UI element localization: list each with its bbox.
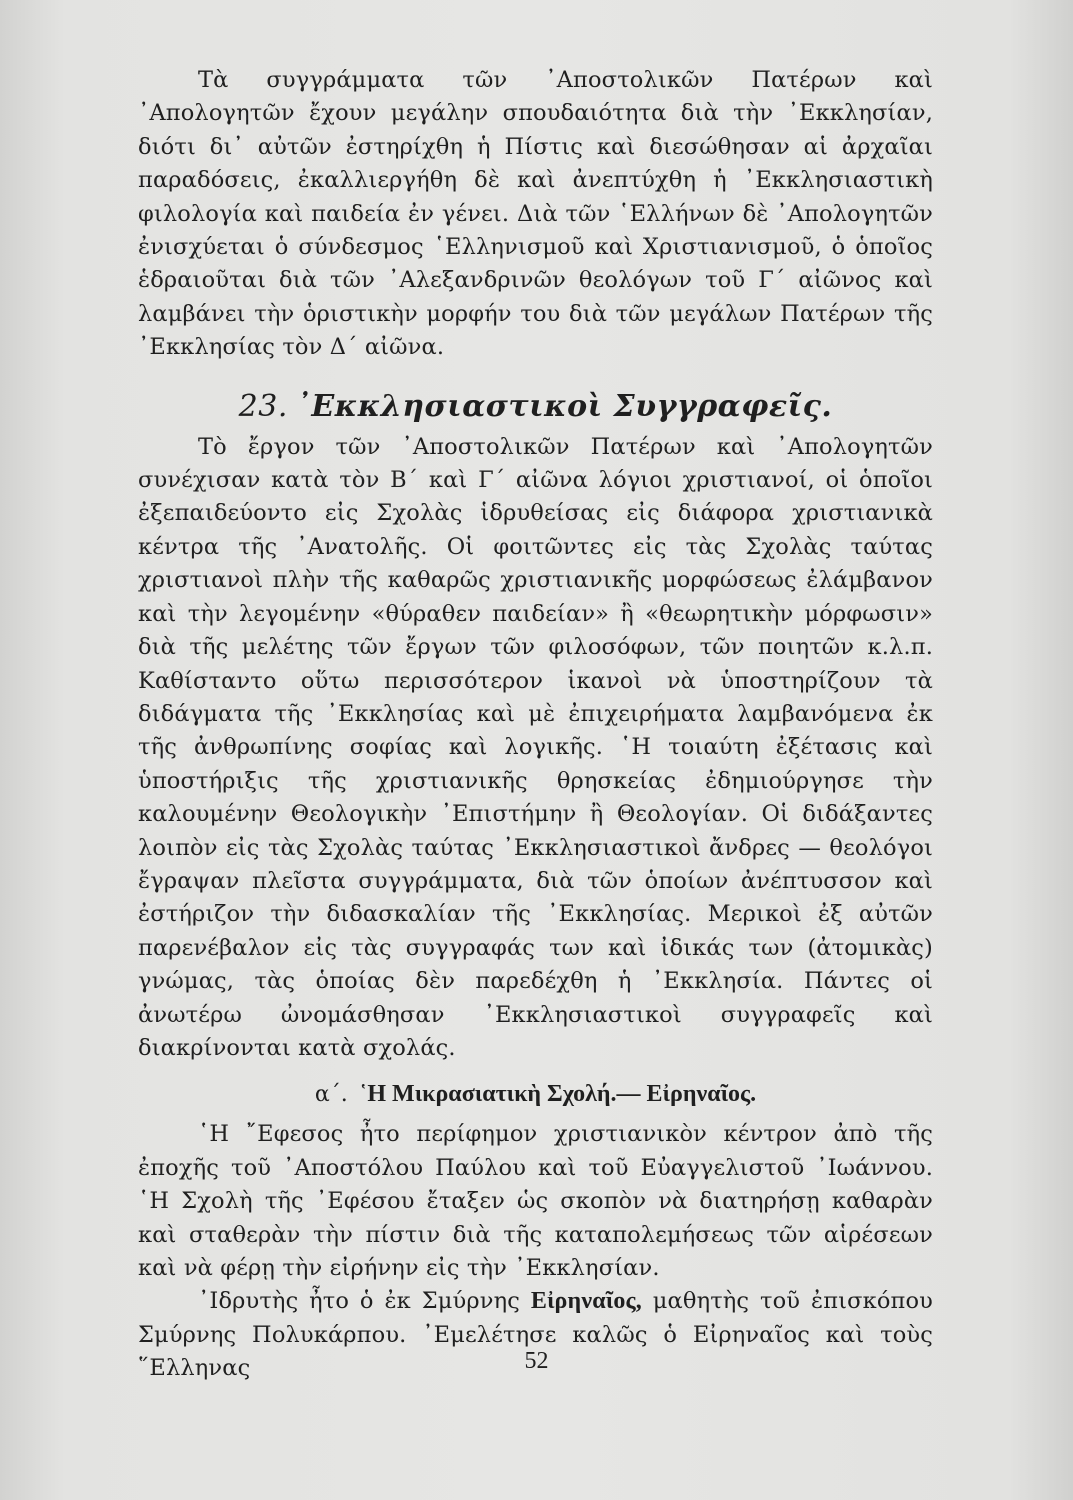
intro-paragraph: Τὰ συγγράμματα τῶν ᾿Αποστολικῶν Πατέρων καὶ ᾿Απολογητῶν ἔχουν μεγάλην σπουδαιότητα διὰ τὴν ᾿Εκκλησίαν, διότι δι᾿ αὐτῶν ἐστηρίχθη ἡ Πίστις καὶ διεσώθησαν αἱ ἀρχαῖαι παραδόσεις, ἐκαλλιεργήθη δὲ καὶ ἀνεπτύχθη ἡ ᾿Εκκλησιαστικὴ φιλολογία καὶ παιδεία ἐν γένει. Διὰ τῶν ῾Ελλήνων δὲ ᾿Απολογητῶν ἐνισχύεται ὁ σύνδεσμος ῾Ελληνισμοῦ καὶ Χριστιανισμοῦ, ὁ ὁποῖος ἑδραιοῦται διὰ τῶν ᾿Αλεξανδρινῶν θεολόγων τοῦ Γ΄ αἰῶνος καὶ λαμβάνει τὴν ὁριστικὴν μορφήν του διὰ τῶν μεγάλων Πατέρων τῆς ᾿Εκκλησίας τὸν Δ΄ αἰῶνα. [138, 67, 933, 361]
schools-paragraph: Τὸ ἔργον τῶν ᾿Αποστολικῶν Πατέρων καὶ ᾿Απολογητῶν συνέχισαν κατὰ τὸν Β΄ καὶ Γ΄ αἰῶνα λόγιοι χριστιανοί, οἱ ὁποῖοι ἐξεπαιδεύοντο εἰς Σχολὰς ἱδρυθείσας εἰς διάφορα χριστιανικὰ κέντρα τῆς ᾿Ανατολῆς. Οἱ φοιτῶντες εἰς τὰς Σχολὰς ταύτας χριστιανοὶ πλὴν τῆς καθαρῶς χριστιανικῆς μορφώσεως ἐλάμβανον καὶ τὴν λεγομένην «θύραθεν παιδείαν» ἢ «θεωρητικὴν μόρφωσιν» διὰ τῆς μελέτης τῶν ἔργων τῶν φιλοσόφων, τῶν ποιητῶν κ.λ.π. Καθίσταντο οὕτω περισσότερον ἱκανοὶ νὰ ὑποστηρίζουν τὰ διδάγματα τῆς ᾿Εκκλησίας καὶ μὲ ἐπιχειρήματα λαμβανόμενα ἐκ τῆς ἀνθρωπίνης σοφίας καὶ λογικῆς. ῾Η τοιαύτη ἐξέτασις καὶ ὑποστήριξις τῆς χριστιανικῆς θρησκείας ἐδημιούργησε τὴν καλουμένην Θεολογικὴν ᾿Επιστήμην ἢ Θεολογίαν. Οἱ διδάξαντες λοιπὸν εἰς τὰς Σχολὰς ταύτας ᾿Εκκλησιαστικοὶ ἄνδρες — θεολόγοι ἔγραψαν πλεῖστα συγγράμματα, διὰ τῶν ὁποίων ἀνέπτυσσον καὶ ἐστήριζον τὴν διδασκαλίαν τῆς ᾿Εκκλησίας. Μερικοὶ ἐξ αὐτῶν παρενέβαλον εἰς τὰς συγγραφάς των καὶ ἰδικάς των (ἀτομικὰς) γνώμας, τὰς ὁποίας δὲν παρεδέχθη ἡ ᾿Εκκλησία. Πάντες οἱ ἀνωτέρω ὠνομάσθησαν ᾿Εκκλησιαστικοὶ συγγραφεῖς καὶ διακρίνονται κατὰ σχολάς. [138, 433, 933, 1061]
section-title: ῾Η Μικρασιατικὴ Σχολή.— Εἰρηναῖος. [359, 1081, 757, 1108]
founder-text-end: μαθητὴς τοῦ ἐπισκόπου Σμύρνης Πολυκάρπου. ᾿Εμελέτησε καλῶς ὁ Εἰρηναῖος καὶ τοὺς ῞Ελληνας [138, 1288, 933, 1382]
founder-text-start: ᾿Ιδρυτὴς ἦτο ὁ ἐκ Σμύρνης [198, 1288, 531, 1315]
chapter-heading [138, 387, 933, 427]
chapter-title: ᾿Εκκλησιαστικοὶ Συγγραφεῖς. [295, 388, 833, 424]
page-number: 52 [524, 1348, 549, 1374]
section-heading [138, 1077, 933, 1112]
founder-name: Εἰρηναῖος, [530, 1288, 642, 1315]
chapter-number: 23. [238, 388, 288, 424]
ephesus-paragraph: ῾Η ῎Εφεσος ἦτο περίφημον χριστιανικὸν κέντρον ἀπὸ τῆς ἐποχῆς τοῦ ᾿Αποστόλου Παύλου καὶ τοῦ Εὐαγγελιστοῦ ᾿Ιωάννου. ῾Η Σχολὴ τῆς ᾿Εφέσου ἔταξεν ὡς σκοπὸν νὰ διατηρήσῃ καθαρὰν καὶ σταθερὰν τὴν πίστιν διὰ τῆς καταπολεμήσεως τῶν αἱρέσεων καὶ νὰ φέρῃ τὴν εἰρήνην εἰς τὴν ᾿Εκκλησίαν. [138, 1121, 933, 1281]
section-mark: α΄. [314, 1082, 348, 1108]
